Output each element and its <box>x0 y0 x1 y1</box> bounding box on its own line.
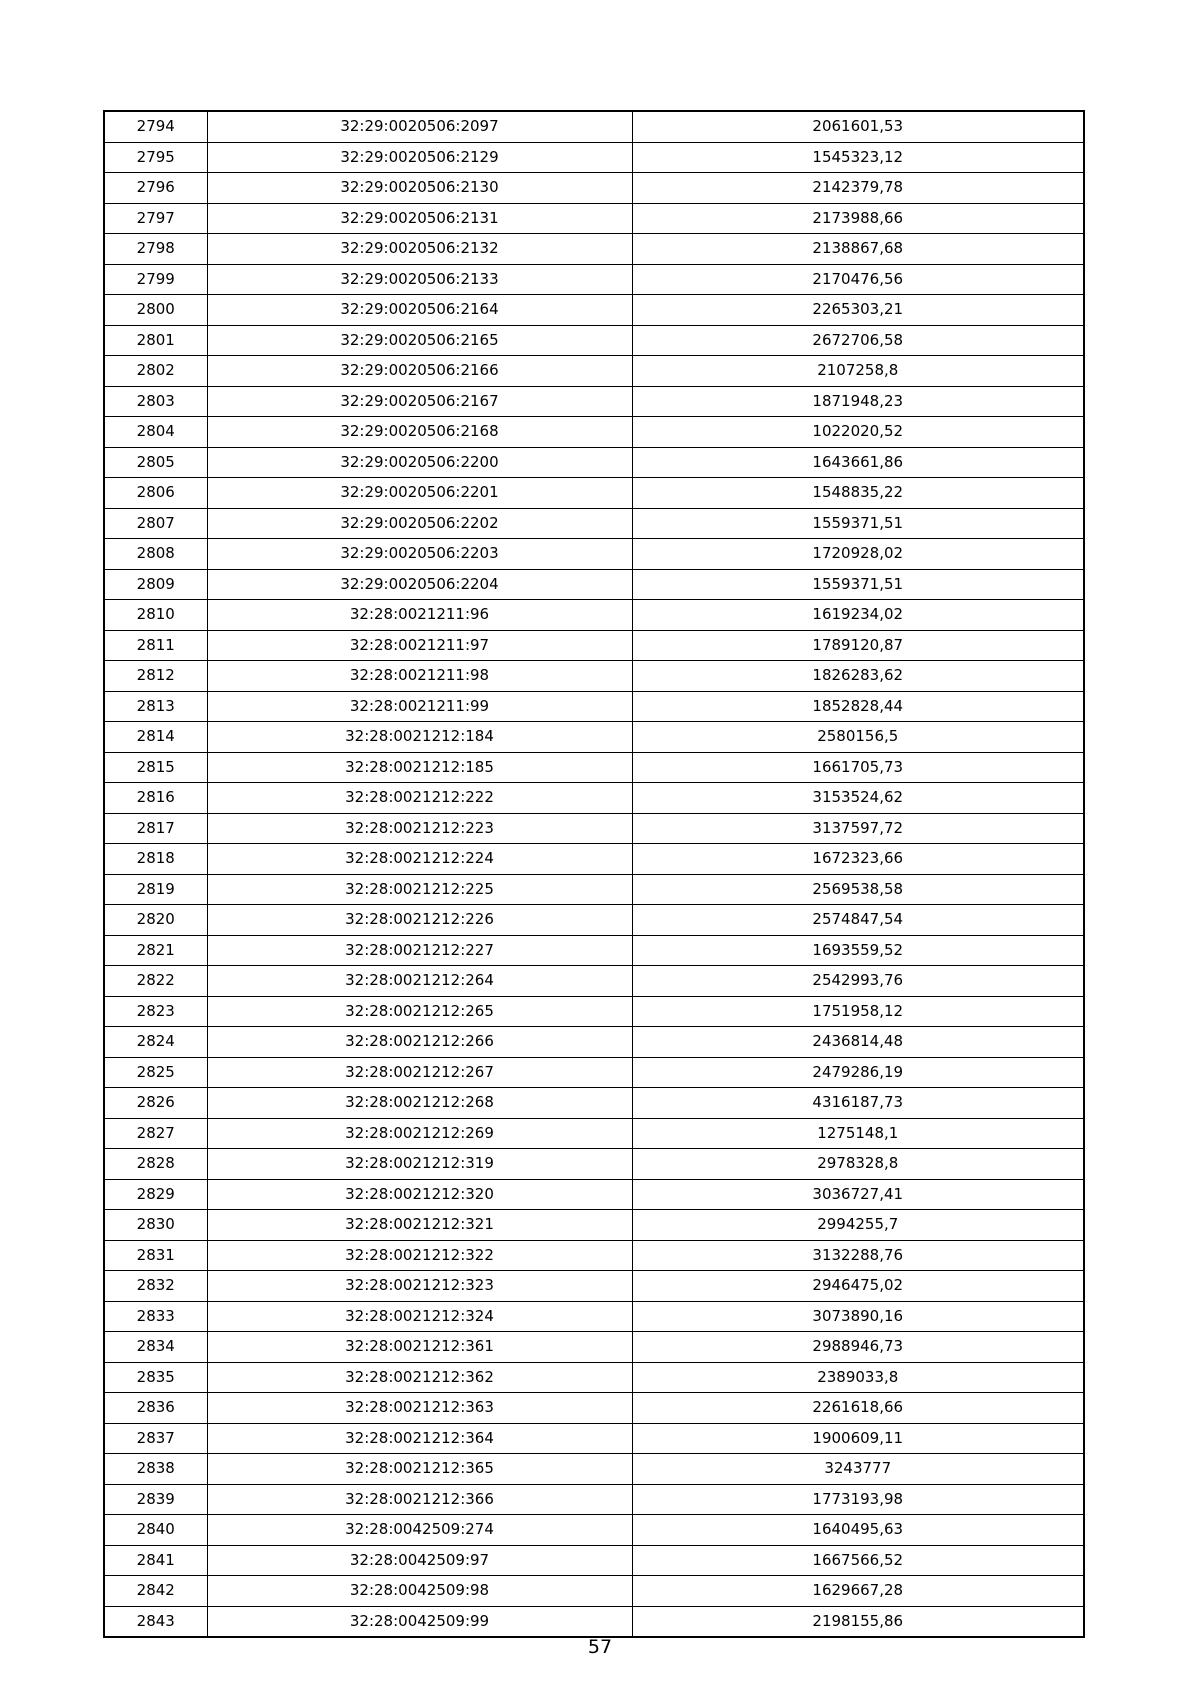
row-number-cell: 2799 <box>104 264 207 295</box>
value-cell: 1720928,02 <box>632 539 1084 570</box>
cadastral-number-cell: 32:28:0021212:185 <box>207 752 632 783</box>
cadastral-number-cell: 32:28:0021212:364 <box>207 1423 632 1454</box>
row-number-cell: 2796 <box>104 173 207 204</box>
cadastral-number-cell: 32:28:0042509:97 <box>207 1545 632 1576</box>
row-number-cell: 2814 <box>104 722 207 753</box>
cadastral-number-cell: 32:28:0021212:266 <box>207 1027 632 1058</box>
value-cell: 1667566,52 <box>632 1545 1084 1576</box>
table-row <box>104 1576 1084 1607</box>
value-cell: 3153524,62 <box>632 783 1084 814</box>
table-row <box>104 325 1084 356</box>
table-row <box>104 935 1084 966</box>
cadastral-number-cell: 32:29:0020506:2167 <box>207 386 632 417</box>
row-number-cell: 2797 <box>104 203 207 234</box>
row-number-cell: 2816 <box>104 783 207 814</box>
row-number-cell: 2804 <box>104 417 207 448</box>
table-row <box>104 1332 1084 1363</box>
table-row <box>104 1301 1084 1332</box>
cadastral-number-cell: 32:28:0021212:264 <box>207 966 632 997</box>
table-row <box>104 203 1084 234</box>
value-cell: 2542993,76 <box>632 966 1084 997</box>
table-row <box>104 1179 1084 1210</box>
value-cell: 3137597,72 <box>632 813 1084 844</box>
table-row <box>104 1362 1084 1393</box>
cadastral-number-cell: 32:29:0020506:2166 <box>207 356 632 387</box>
cadastral-number-cell: 32:29:0020506:2133 <box>207 264 632 295</box>
row-number-cell: 2827 <box>104 1118 207 1149</box>
cadastral-number-cell: 32:29:0020506:2201 <box>207 478 632 509</box>
value-cell: 3073890,16 <box>632 1301 1084 1332</box>
cadastral-number-cell: 32:28:0021212:323 <box>207 1271 632 1302</box>
row-number-cell: 2833 <box>104 1301 207 1332</box>
value-cell: 1545323,12 <box>632 142 1084 173</box>
cadastral-number-cell: 32:28:0021212:222 <box>207 783 632 814</box>
row-number-cell: 2837 <box>104 1423 207 1454</box>
cadastral-number-cell: 32:28:0021212:265 <box>207 996 632 1027</box>
row-number-cell: 2810 <box>104 600 207 631</box>
row-number-cell: 2839 <box>104 1484 207 1515</box>
value-cell: 3132288,76 <box>632 1240 1084 1271</box>
table-row <box>104 1454 1084 1485</box>
value-cell: 1629667,28 <box>632 1576 1084 1607</box>
value-cell: 1900609,11 <box>632 1423 1084 1454</box>
value-cell: 2580156,5 <box>632 722 1084 753</box>
table-row <box>104 569 1084 600</box>
table-body <box>104 111 1084 1637</box>
cadastral-number-cell: 32:28:0042509:98 <box>207 1576 632 1607</box>
value-cell: 2978328,8 <box>632 1149 1084 1180</box>
value-cell: 2265303,21 <box>632 295 1084 326</box>
row-number-cell: 2819 <box>104 874 207 905</box>
value-cell: 1826283,62 <box>632 661 1084 692</box>
value-cell: 2479286,19 <box>632 1057 1084 1088</box>
table-row <box>104 295 1084 326</box>
table-row <box>104 478 1084 509</box>
cadastral-number-cell: 32:28:0042509:274 <box>207 1515 632 1546</box>
value-cell: 1693559,52 <box>632 935 1084 966</box>
cadastral-number-cell: 32:29:0020506:2200 <box>207 447 632 478</box>
cadastral-number-cell: 32:29:0020506:2202 <box>207 508 632 539</box>
table-row <box>104 1118 1084 1149</box>
cadastral-number-cell: 32:29:0020506:2165 <box>207 325 632 356</box>
table-row <box>104 1210 1084 1241</box>
row-number-cell: 2812 <box>104 661 207 692</box>
cadastral-number-cell: 32:28:0021212:184 <box>207 722 632 753</box>
row-number-cell: 2840 <box>104 1515 207 1546</box>
table-row <box>104 722 1084 753</box>
cadastral-number-cell: 32:28:0021212:366 <box>207 1484 632 1515</box>
value-cell: 2574847,54 <box>632 905 1084 936</box>
value-cell: 1643661,86 <box>632 447 1084 478</box>
row-number-cell: 2815 <box>104 752 207 783</box>
value-cell: 1852828,44 <box>632 691 1084 722</box>
cadastral-number-cell: 32:28:0021212:321 <box>207 1210 632 1241</box>
row-number-cell: 2823 <box>104 996 207 1027</box>
cadastral-number-cell: 32:28:0042509:99 <box>207 1606 632 1637</box>
table-row <box>104 874 1084 905</box>
cadastral-number-cell: 32:28:0021211:98 <box>207 661 632 692</box>
row-number-cell: 2802 <box>104 356 207 387</box>
table-row <box>104 173 1084 204</box>
row-number-cell: 2800 <box>104 295 207 326</box>
cadastral-number-cell: 32:28:0021211:99 <box>207 691 632 722</box>
table-row <box>104 447 1084 478</box>
cadastral-number-cell: 32:28:0021212:363 <box>207 1393 632 1424</box>
cadastral-number-cell: 32:28:0021212:227 <box>207 935 632 966</box>
row-number-cell: 2828 <box>104 1149 207 1180</box>
value-cell: 2436814,48 <box>632 1027 1084 1058</box>
cadastral-value-table <box>103 110 1085 1638</box>
value-cell: 1789120,87 <box>632 630 1084 661</box>
table-row <box>104 234 1084 265</box>
value-cell: 2389033,8 <box>632 1362 1084 1393</box>
row-number-cell: 2824 <box>104 1027 207 1058</box>
row-number-cell: 2826 <box>104 1088 207 1119</box>
row-number-cell: 2817 <box>104 813 207 844</box>
value-cell: 2672706,58 <box>632 325 1084 356</box>
cadastral-number-cell: 32:28:0021211:96 <box>207 600 632 631</box>
cadastral-number-cell: 32:28:0021212:225 <box>207 874 632 905</box>
cadastral-number-cell: 32:28:0021212:362 <box>207 1362 632 1393</box>
row-number-cell: 2807 <box>104 508 207 539</box>
value-cell: 2946475,02 <box>632 1271 1084 1302</box>
row-number-cell: 2822 <box>104 966 207 997</box>
table-row <box>104 386 1084 417</box>
table-row <box>104 966 1084 997</box>
row-number-cell: 2808 <box>104 539 207 570</box>
table-row <box>104 783 1084 814</box>
row-number-cell: 2834 <box>104 1332 207 1363</box>
value-cell: 3036727,41 <box>632 1179 1084 1210</box>
cadastral-number-cell: 32:29:0020506:2132 <box>207 234 632 265</box>
row-number-cell: 2832 <box>104 1271 207 1302</box>
row-number-cell: 2795 <box>104 142 207 173</box>
cadastral-number-cell: 32:29:0020506:2168 <box>207 417 632 448</box>
value-cell: 1773193,98 <box>632 1484 1084 1515</box>
cadastral-number-cell: 32:28:0021212:226 <box>207 905 632 936</box>
cadastral-number-cell: 32:28:0021212:361 <box>207 1332 632 1363</box>
value-cell: 1275148,1 <box>632 1118 1084 1149</box>
table-row <box>104 600 1084 631</box>
table-row <box>104 1515 1084 1546</box>
cadastral-number-cell: 32:28:0021212:267 <box>207 1057 632 1088</box>
cadastral-number-cell: 32:29:0020506:2129 <box>207 142 632 173</box>
cadastral-number-cell: 32:28:0021212:223 <box>207 813 632 844</box>
row-number-cell: 2803 <box>104 386 207 417</box>
value-cell: 2988946,73 <box>632 1332 1084 1363</box>
cadastral-number-cell: 32:28:0021212:324 <box>207 1301 632 1332</box>
table-row <box>104 1606 1084 1637</box>
table-row <box>104 661 1084 692</box>
cadastral-number-cell: 32:29:0020506:2204 <box>207 569 632 600</box>
table-row <box>104 111 1084 142</box>
cadastral-number-cell: 32:29:0020506:2097 <box>207 111 632 142</box>
row-number-cell: 2836 <box>104 1393 207 1424</box>
row-number-cell: 2825 <box>104 1057 207 1088</box>
value-cell: 1022020,52 <box>632 417 1084 448</box>
value-cell: 1751958,12 <box>632 996 1084 1027</box>
table-row <box>104 1484 1084 1515</box>
value-cell: 4316187,73 <box>632 1088 1084 1119</box>
table-row <box>104 1393 1084 1424</box>
table-row <box>104 539 1084 570</box>
table-row <box>104 905 1084 936</box>
row-number-cell: 2805 <box>104 447 207 478</box>
cadastral-number-cell: 32:28:0021212:319 <box>207 1149 632 1180</box>
table-row <box>104 996 1084 1027</box>
table-row <box>104 417 1084 448</box>
table-row <box>104 508 1084 539</box>
table-row <box>104 1088 1084 1119</box>
row-number-cell: 2820 <box>104 905 207 936</box>
value-cell: 2107258,8 <box>632 356 1084 387</box>
cadastral-number-cell: 32:28:0021212:268 <box>207 1088 632 1119</box>
table-row <box>104 1240 1084 1271</box>
cadastral-number-cell: 32:28:0021212:365 <box>207 1454 632 1485</box>
value-cell: 2061601,53 <box>632 111 1084 142</box>
row-number-cell: 2801 <box>104 325 207 356</box>
row-number-cell: 2798 <box>104 234 207 265</box>
table-row <box>104 813 1084 844</box>
cadastral-number-cell: 32:29:0020506:2203 <box>207 539 632 570</box>
table-row <box>104 264 1084 295</box>
table-row <box>104 1545 1084 1576</box>
value-cell: 2173988,66 <box>632 203 1084 234</box>
row-number-cell: 2818 <box>104 844 207 875</box>
value-cell: 2198155,86 <box>632 1606 1084 1637</box>
row-number-cell: 2830 <box>104 1210 207 1241</box>
row-number-cell: 2794 <box>104 111 207 142</box>
cadastral-number-cell: 32:28:0021212:224 <box>207 844 632 875</box>
page-number: 57 <box>587 1636 613 1658</box>
cadastral-number-cell: 32:28:0021212:320 <box>207 1179 632 1210</box>
row-number-cell: 2841 <box>104 1545 207 1576</box>
cadastral-number-cell: 32:29:0020506:2164 <box>207 295 632 326</box>
table-row <box>104 630 1084 661</box>
row-number-cell: 2829 <box>104 1179 207 1210</box>
cadastral-number-cell: 32:28:0021212:322 <box>207 1240 632 1271</box>
table-row <box>104 752 1084 783</box>
row-number-cell: 2811 <box>104 630 207 661</box>
row-number-cell: 2821 <box>104 935 207 966</box>
row-number-cell: 2835 <box>104 1362 207 1393</box>
table-row <box>104 1149 1084 1180</box>
value-cell: 2170476,56 <box>632 264 1084 295</box>
value-cell: 1619234,02 <box>632 600 1084 631</box>
row-number-cell: 2813 <box>104 691 207 722</box>
cadastral-number-cell: 32:28:0021211:97 <box>207 630 632 661</box>
value-cell: 1559371,51 <box>632 508 1084 539</box>
value-cell: 1548835,22 <box>632 478 1084 509</box>
cadastral-number-cell: 32:29:0020506:2131 <box>207 203 632 234</box>
cadastral-number-cell: 32:28:0021212:269 <box>207 1118 632 1149</box>
row-number-cell: 2831 <box>104 1240 207 1271</box>
table-row <box>104 1271 1084 1302</box>
value-cell: 1661705,73 <box>632 752 1084 783</box>
row-number-cell: 2838 <box>104 1454 207 1485</box>
table-row <box>104 844 1084 875</box>
cadastral-number-cell: 32:29:0020506:2130 <box>207 173 632 204</box>
value-cell: 2142379,78 <box>632 173 1084 204</box>
value-cell: 2569538,58 <box>632 874 1084 905</box>
value-cell: 2138867,68 <box>632 234 1084 265</box>
table-row <box>104 1423 1084 1454</box>
row-number-cell: 2809 <box>104 569 207 600</box>
table-row <box>104 1057 1084 1088</box>
table-row <box>104 356 1084 387</box>
value-cell: 3243777 <box>632 1454 1084 1485</box>
value-cell: 2261618,66 <box>632 1393 1084 1424</box>
value-cell: 1672323,66 <box>632 844 1084 875</box>
row-number-cell: 2843 <box>104 1606 207 1637</box>
table-row <box>104 142 1084 173</box>
value-cell: 1640495,63 <box>632 1515 1084 1546</box>
row-number-cell: 2806 <box>104 478 207 509</box>
value-cell: 1559371,51 <box>632 569 1084 600</box>
value-cell: 1871948,23 <box>632 386 1084 417</box>
row-number-cell: 2842 <box>104 1576 207 1607</box>
value-cell: 2994255,7 <box>632 1210 1084 1241</box>
table-row <box>104 691 1084 722</box>
table-row <box>104 1027 1084 1058</box>
